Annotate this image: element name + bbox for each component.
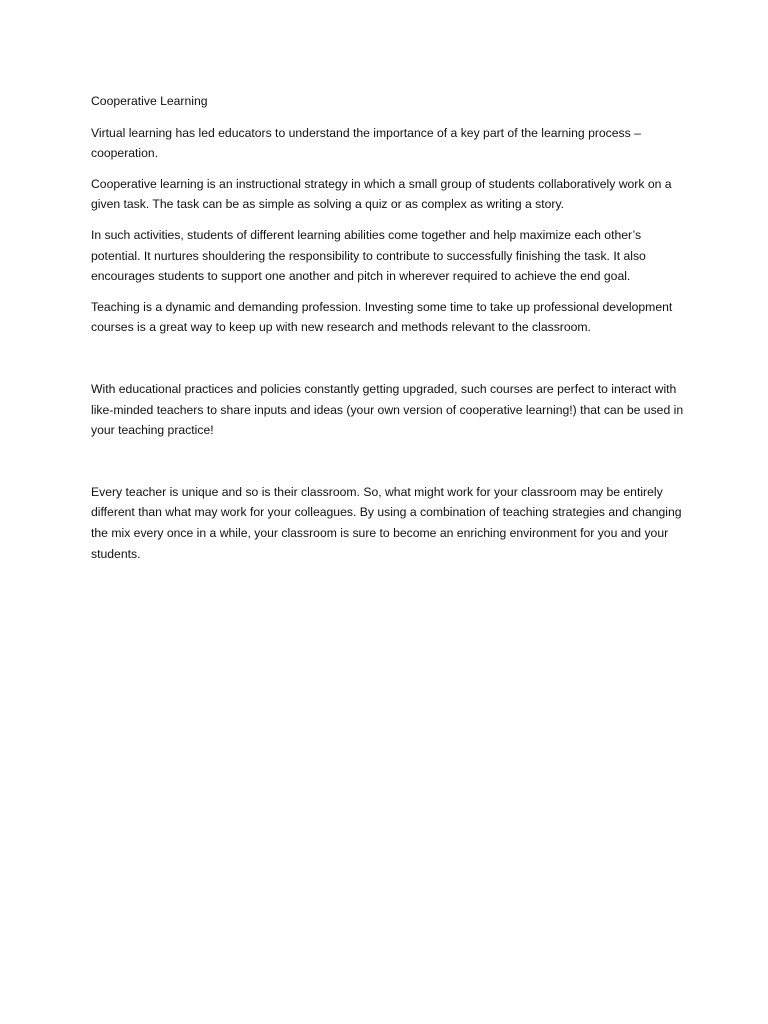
paragraph-4: Teaching is a dynamic and demanding profession. Investing some time to take up professional development courses is a great way to keep up with new research and methods relevant to the classroom.	[91, 299, 673, 335]
paragraph-6: Every teacher is unique and so is their classroom. So, what might work for your classroom may be entirely different than what may work for your colleagues. By using a combination of teaching strategies and changing the mix every once in a while, your classroom is sure to become an enriching environment for you and your students.	[91, 484, 682, 561]
paragraph-5: With educational practices and policies constantly getting upgraded, such courses are perfect to interact with like-minded teachers to share inputs and ideas (your own version of cooperative learning!) that can be used in your teaching practice!	[91, 381, 684, 438]
paragraph-3: In such activities, students of different learning abilities come together and help maximize each other’s potential. It nurtures shouldering the responsibility to contribute to successfully finishing the task. It also encourages students to support one another and pitch in wherever required to achieve the end goal.	[91, 227, 646, 284]
document-body	[91, 91, 687, 574]
paragraph-1: Virtual learning has led educators to understand the importance of a key part of the learning process – cooperation.	[91, 125, 641, 161]
document-title: Cooperative Learning	[91, 94, 208, 108]
paragraph-2: Cooperative learning is an instructional strategy in which a small group of students collaboratively work on a given task. The task can be as simple as solving a quiz or as complex as writing a story.	[91, 176, 672, 212]
